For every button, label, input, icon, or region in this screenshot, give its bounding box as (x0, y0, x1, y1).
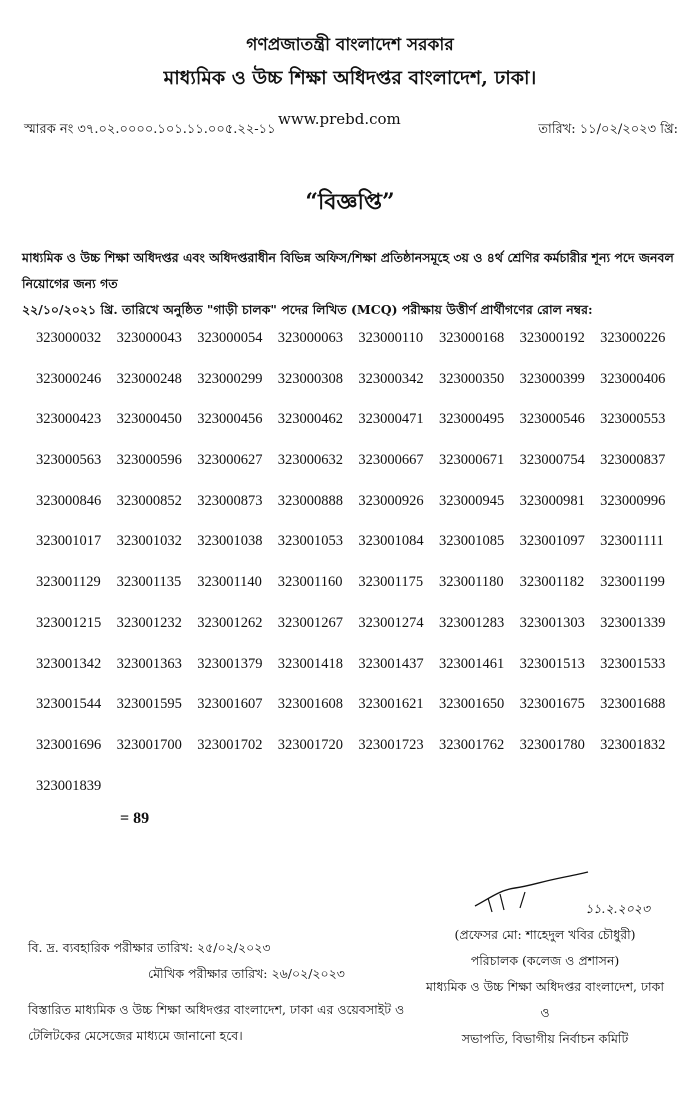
roll-number: 323000456 (197, 411, 263, 428)
roll-number: 323000423 (36, 411, 102, 428)
roll-number: 323001232 (116, 614, 182, 631)
details-line-2: টেলিটকের মেসেজের মাধ্যমে জানানো হবে। (28, 1028, 243, 1043)
roll-number: 323000471 (358, 411, 424, 428)
roll-number: 323001303 (519, 614, 585, 631)
roll-number: 323000945 (438, 492, 505, 509)
roll-number: 323001780 (519, 736, 585, 753)
roll-number: 323000837 (600, 452, 666, 469)
roll-number: 323000996 (600, 492, 666, 509)
signer-title: পরিচালক (কলেজ ও প্রশাসন) (470, 953, 620, 968)
roll-number: 323001017 (36, 533, 102, 550)
details-line-1: বিস্তারিত মাধ্যমিক ও উচ্চ শিক্ষা অধিদপ্তর বাংলাদেশ, ঢাকা এর ওয়েবসাইট ও (28, 1002, 405, 1017)
roll-number: 323000671 (438, 452, 505, 469)
viva-exam-date: মৌখিক পরীক্ষার তারিখ: ২৬/০২/২০২৩ (148, 966, 345, 981)
roll-number: 323000406 (600, 370, 666, 387)
roll-number: 323000754 (519, 452, 585, 469)
roll-number: 323001839 (36, 777, 102, 794)
roll-number: 323001267 (277, 614, 344, 631)
roll-number: 323001696 (36, 736, 102, 753)
roll-number: 323000462 (277, 411, 344, 428)
roll-number: 323001274 (358, 614, 424, 631)
roll-number: 323001140 (197, 574, 262, 591)
practical-exam-date: বি. দ্র. ব্যবহারিক পরীক্ষার তারিখ: ২৫/০২/২০২৩ (28, 940, 271, 955)
roll-number: 323000553 (600, 411, 666, 428)
roll-number: 323001720 (277, 736, 344, 753)
roll-number: 323001215 (36, 614, 102, 631)
roll-number: 323001437 (358, 655, 424, 672)
roll-number: 323001182 (519, 574, 585, 591)
department-header: মাধ্যমিক ও উচ্চ শিক্ষা অধিদপ্তর বাংলাদেশ, ঢাকা। (163, 67, 537, 89)
roll-number: 323000873 (197, 492, 263, 509)
roll-number: 323000248 (116, 370, 182, 387)
total-count: = 89 (120, 810, 150, 827)
roll-number: 323000450 (116, 411, 182, 428)
roll-number: 323001342 (36, 655, 102, 672)
roll-number: 323001418 (277, 655, 344, 672)
roll-number: 323001097 (519, 533, 585, 550)
roll-number: 323000246 (36, 370, 102, 387)
roll-number: 323001702 (197, 736, 263, 753)
roll-number: 323001723 (358, 736, 424, 753)
notice-title: “বিজ্ঞপ্তি” (305, 189, 395, 215)
roll-number: 323001084 (358, 533, 424, 550)
roll-number: 323001175 (358, 574, 424, 591)
roll-number: 323000632 (277, 452, 344, 469)
roll-number: 323000350 (438, 370, 505, 387)
roll-number: 323000226 (600, 330, 666, 346)
roll-number: 323000846 (36, 492, 102, 509)
roll-number: 323001607 (197, 696, 263, 713)
signer-role: সভাপতি, বিভাগীয় নির্বাচন কমিটি (461, 1031, 629, 1046)
roll-number: 323001650 (438, 696, 505, 713)
roll-number: 323001688 (600, 696, 666, 713)
signer-conjunction: ও (540, 1005, 550, 1020)
roll-number: 323001262 (197, 614, 263, 631)
roll-number: 323001053 (277, 533, 344, 550)
website-watermark: www.prebd.com (278, 110, 401, 128)
roll-number: 323001199 (600, 574, 665, 591)
roll-number: 323001762 (438, 736, 505, 753)
signer-name: (প্রফেসর মো: শাহেদুল খবির চৌধুরী) (454, 927, 636, 942)
roll-number: 323000043 (116, 330, 182, 346)
roll-number: 323001675 (519, 696, 585, 713)
roll-number: 323001621 (358, 696, 424, 713)
roll-number: 323001533 (600, 655, 666, 672)
roll-number: 323000563 (36, 452, 102, 469)
signature-block (420, 901, 670, 1052)
notes-block (28, 935, 404, 1049)
roll-number: 323000054 (197, 330, 263, 346)
roll-number: 323000342 (358, 370, 424, 387)
roll-number: 323001339 (600, 614, 666, 631)
roll-number: 323000981 (519, 492, 585, 509)
government-header: গণপ্রজাতন্ত্রী বাংলাদেশ সরকার (246, 35, 454, 55)
roll-number: 323001129 (36, 574, 101, 591)
roll-number: 323001700 (116, 736, 182, 753)
roll-number: 323000926 (358, 492, 424, 509)
roll-number: 323000063 (277, 330, 344, 346)
intro-line-2: ২২/১০/২০২১ খ্রি. তারিখে অনুষ্ঠিত "গাড়ী চালক" পদের লিখিত (MCQ) পরীক্ষায় উত্তীর্ণ প্রার্থীগণের রোল নম্বর: (22, 302, 593, 317)
roll-number: 323001608 (277, 696, 344, 713)
signature-date: ১১.২.২০২৩ (585, 901, 650, 916)
roll-number: 323001180 (438, 574, 504, 591)
roll-number: 323001832 (600, 736, 666, 753)
memo-number: স্মারক নং ৩৭.০২.০০০০.১০১.১১.০০৫.২২-১১ (24, 122, 276, 137)
roll-number: 323001595 (116, 696, 182, 713)
roll-number: 323001363 (116, 655, 182, 672)
roll-number: 323000168 (438, 330, 505, 346)
roll-number: 323000667 (358, 452, 424, 469)
roll-number: 323001379 (197, 655, 263, 672)
roll-number: 323000192 (519, 330, 585, 346)
roll-number: 323000110 (358, 330, 424, 346)
roll-number: 323001032 (116, 533, 182, 550)
roll-number: 323000852 (116, 492, 182, 509)
roll-number: 323000627 (197, 452, 263, 469)
roll-number: 323000888 (277, 492, 344, 509)
roll-number: 323001160 (277, 574, 343, 591)
roll-number: 323000495 (438, 411, 505, 428)
roll-number: 323001135 (116, 574, 182, 591)
roll-number: 323001038 (197, 533, 263, 550)
intro-line-1: মাধ্যমিক ও উচ্চ শিক্ষা অধিদপ্তর এবং অধিদপ্তরাধীন বিভিন্ন অফিস/শিক্ষা প্রতিষ্ঠানসমূহে ৩য় ও ৪র্থ শ্রেণির কর্মচারীর শূন্য পদে জনবল নিয়োগের জন্য গত (22, 250, 674, 291)
roll-number: 323001513 (519, 655, 585, 672)
roll-number-grid (36, 330, 696, 818)
roll-number: 323000032 (36, 330, 102, 346)
roll-number: 323001085 (438, 533, 505, 550)
roll-number: 323001461 (438, 655, 505, 672)
roll-number: 323000596 (116, 452, 182, 469)
roll-number: 323000299 (197, 370, 263, 387)
roll-number: 323001111 (600, 533, 664, 550)
issue-date: তারিখ: ১১/০২/২০২৩ খ্রি: (538, 122, 678, 137)
roll-number: 323001283 (438, 614, 505, 631)
notice-intro (22, 245, 682, 323)
roll-number: 323000399 (519, 370, 585, 387)
roll-number: 323000546 (519, 411, 585, 428)
roll-number: 323000308 (277, 370, 344, 387)
roll-number: 323001544 (36, 696, 102, 713)
signer-office: মাধ্যমিক ও উচ্চ শিক্ষা অধিদপ্তর বাংলাদেশ, ঢাকা (425, 979, 665, 994)
